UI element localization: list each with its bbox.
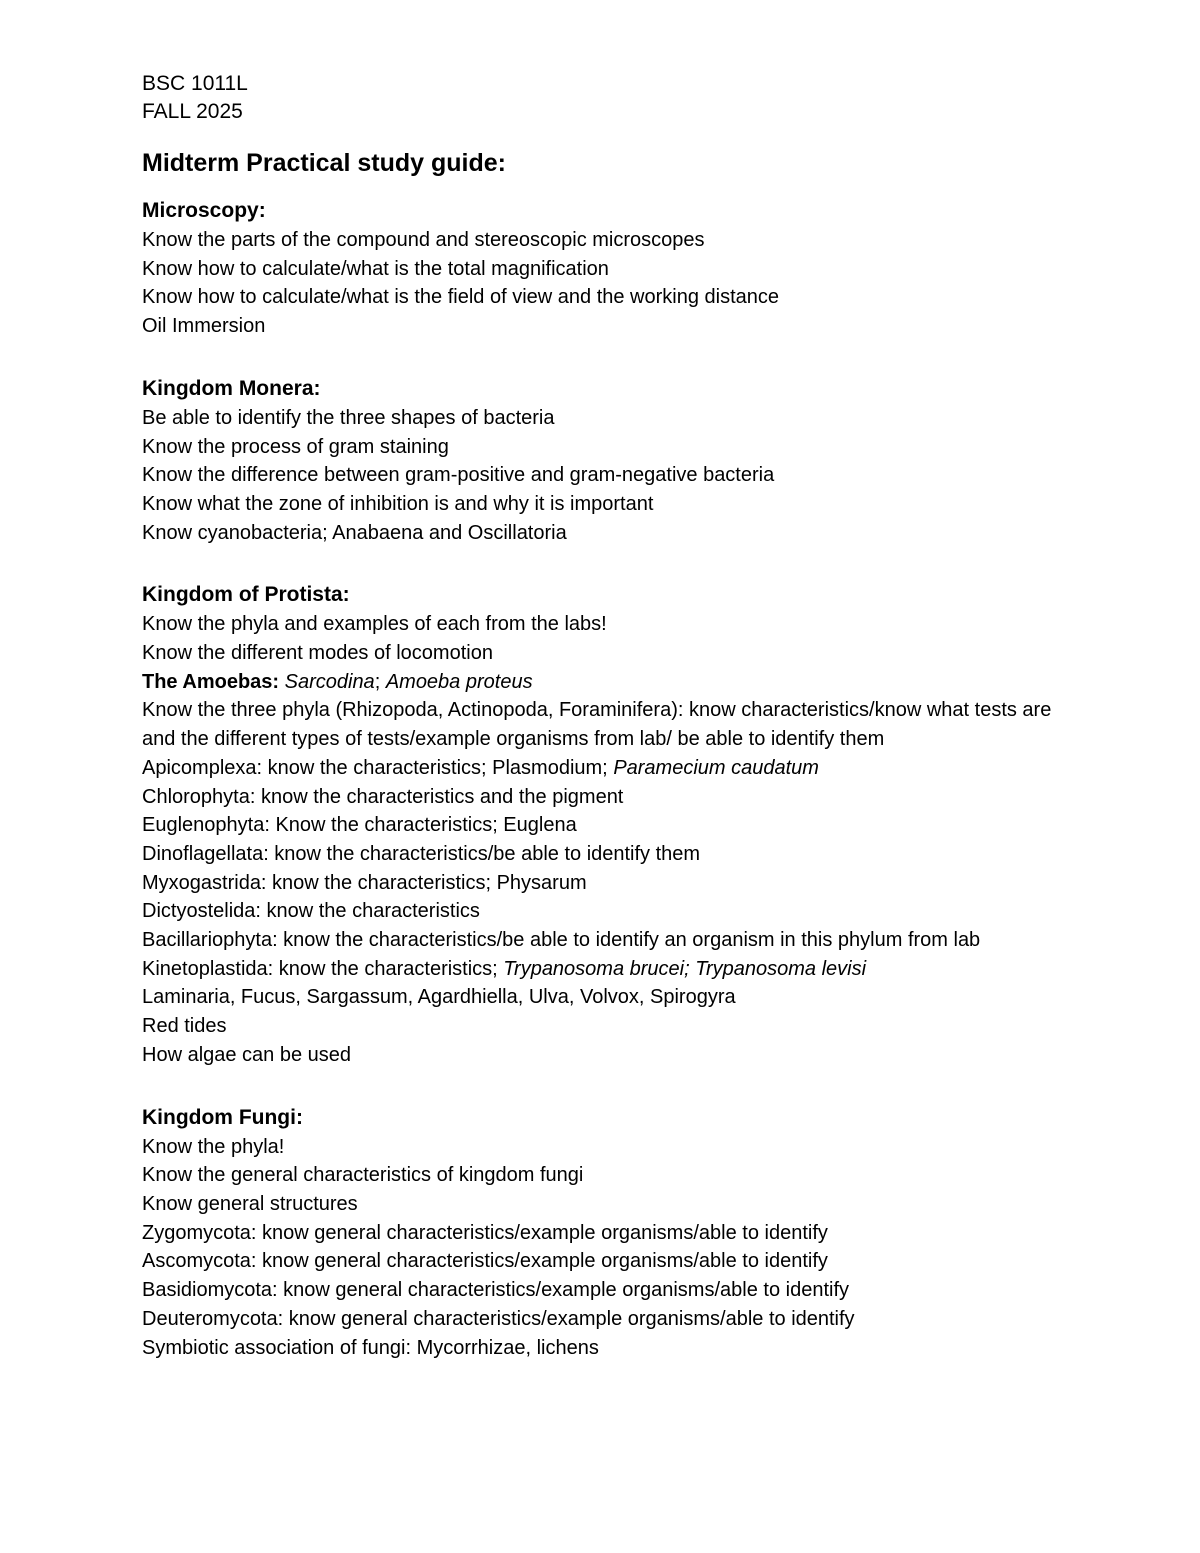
kinetoplastida-text: Kinetoplastida: know the characteristics; xyxy=(142,957,498,980)
list-item: Know the phyla and examples of each from the labs! xyxy=(142,613,607,636)
list-item: Know the difference between gram-positive and gram-negative bacteria xyxy=(142,464,775,487)
section-heading: Kingdom Monera: xyxy=(142,376,321,400)
list-item: Be able to identify the three shapes of bacteria xyxy=(142,406,555,429)
list-item: Know cyanobacteria; Anabaena and Oscillatoria xyxy=(142,521,567,544)
amoebas-label: The Amoebas: xyxy=(142,670,280,693)
list-item: Deuteromycota: know general characteristics/example organisms/able to identify xyxy=(142,1307,855,1330)
list-item: Dinoflagellata: know the characteristics/be able to identify them xyxy=(142,842,701,865)
term: FALL 2025 xyxy=(142,100,243,123)
list-item: Chlorophyta: know the characteristics and the pigment xyxy=(142,785,624,808)
list-item-amoebas xyxy=(142,668,1102,697)
section-protista xyxy=(142,580,1102,1069)
amoebas-separator: ; xyxy=(374,670,381,693)
list-item: Zygomycota: know general characteristics/example organisms/able to identify xyxy=(142,1221,828,1244)
list-item: Dictyostelida: know the characteristics xyxy=(142,900,480,923)
list-item: Laminaria, Fucus, Sargassum, Agardhiella, Ulva, Volvox, Spirogyra xyxy=(142,986,736,1009)
amoebas-species: Amoeba proteus xyxy=(385,670,533,693)
list-item: Know what the zone of inhibition is and why it is important xyxy=(142,492,654,515)
kinetoplastida-species: Trypanosoma brucei; Trypanosoma levisi xyxy=(503,957,867,980)
list-item: Know the different modes of locomotion xyxy=(142,642,493,665)
section-fungi xyxy=(142,1103,1102,1363)
section-heading: Kingdom of Protista: xyxy=(142,583,350,607)
section-monera xyxy=(142,374,1102,548)
list-item: Know general structures xyxy=(142,1192,358,1215)
amoebas-taxon: Sarcodina xyxy=(284,670,375,693)
apicomplexa-species: Paramecium caudatum xyxy=(613,756,819,779)
list-item: Know how to calculate/what is the total magnification xyxy=(142,257,609,280)
list-item: Euglenophyta: Know the characteristics; Euglena xyxy=(142,814,577,837)
list-item: Know how to calculate/what is the field of view and the working distance xyxy=(142,286,780,309)
section-microscopy xyxy=(142,196,1102,341)
list-item: Red tides xyxy=(142,1015,227,1038)
list-item: Bacillariophyta: know the characteristics/be able to identify an organism in this phylum from lab xyxy=(142,929,981,952)
list-item: Know the process of gram staining xyxy=(142,435,449,458)
list-item-three-phyla: Know the three phyla (Rhizopoda, Actinopoda, Foraminifera): know characteristics/know what tests are and the different types of tests/example organisms from lab/ be able to identify them xyxy=(142,699,1052,751)
list-item: Know the phyla! xyxy=(142,1135,285,1158)
section-heading: Kingdom Fungi: xyxy=(142,1105,303,1129)
list-item: Myxogastrida: know the characteristics; Physarum xyxy=(142,871,587,894)
list-item: Ascomycota: know general characteristics/example organisms/able to identify xyxy=(142,1250,828,1273)
list-item: Know the general characteristics of kingdom fungi xyxy=(142,1164,584,1187)
list-item-kinetoplastida xyxy=(142,955,1102,984)
page-title: Midterm Practical study guide: xyxy=(142,149,506,177)
list-item: Oil Immersion xyxy=(142,315,266,338)
document-page xyxy=(142,70,1102,1395)
course-code: BSC 1011L xyxy=(142,72,248,95)
list-item: Symbiotic association of fungi: Mycorrhizae, lichens xyxy=(142,1336,599,1359)
list-item-apicomplexa xyxy=(142,754,1102,783)
list-item: Know the parts of the compound and stereoscopic microscopes xyxy=(142,229,705,251)
apicomplexa-text: Apicomplexa: know the characteristics; Plasmodium; xyxy=(142,756,608,779)
list-item: Basidiomycota: know general characteristics/example organisms/able to identify xyxy=(142,1279,850,1302)
list-item: How algae can be used xyxy=(142,1043,352,1066)
section-heading: Microscopy: xyxy=(142,199,266,222)
